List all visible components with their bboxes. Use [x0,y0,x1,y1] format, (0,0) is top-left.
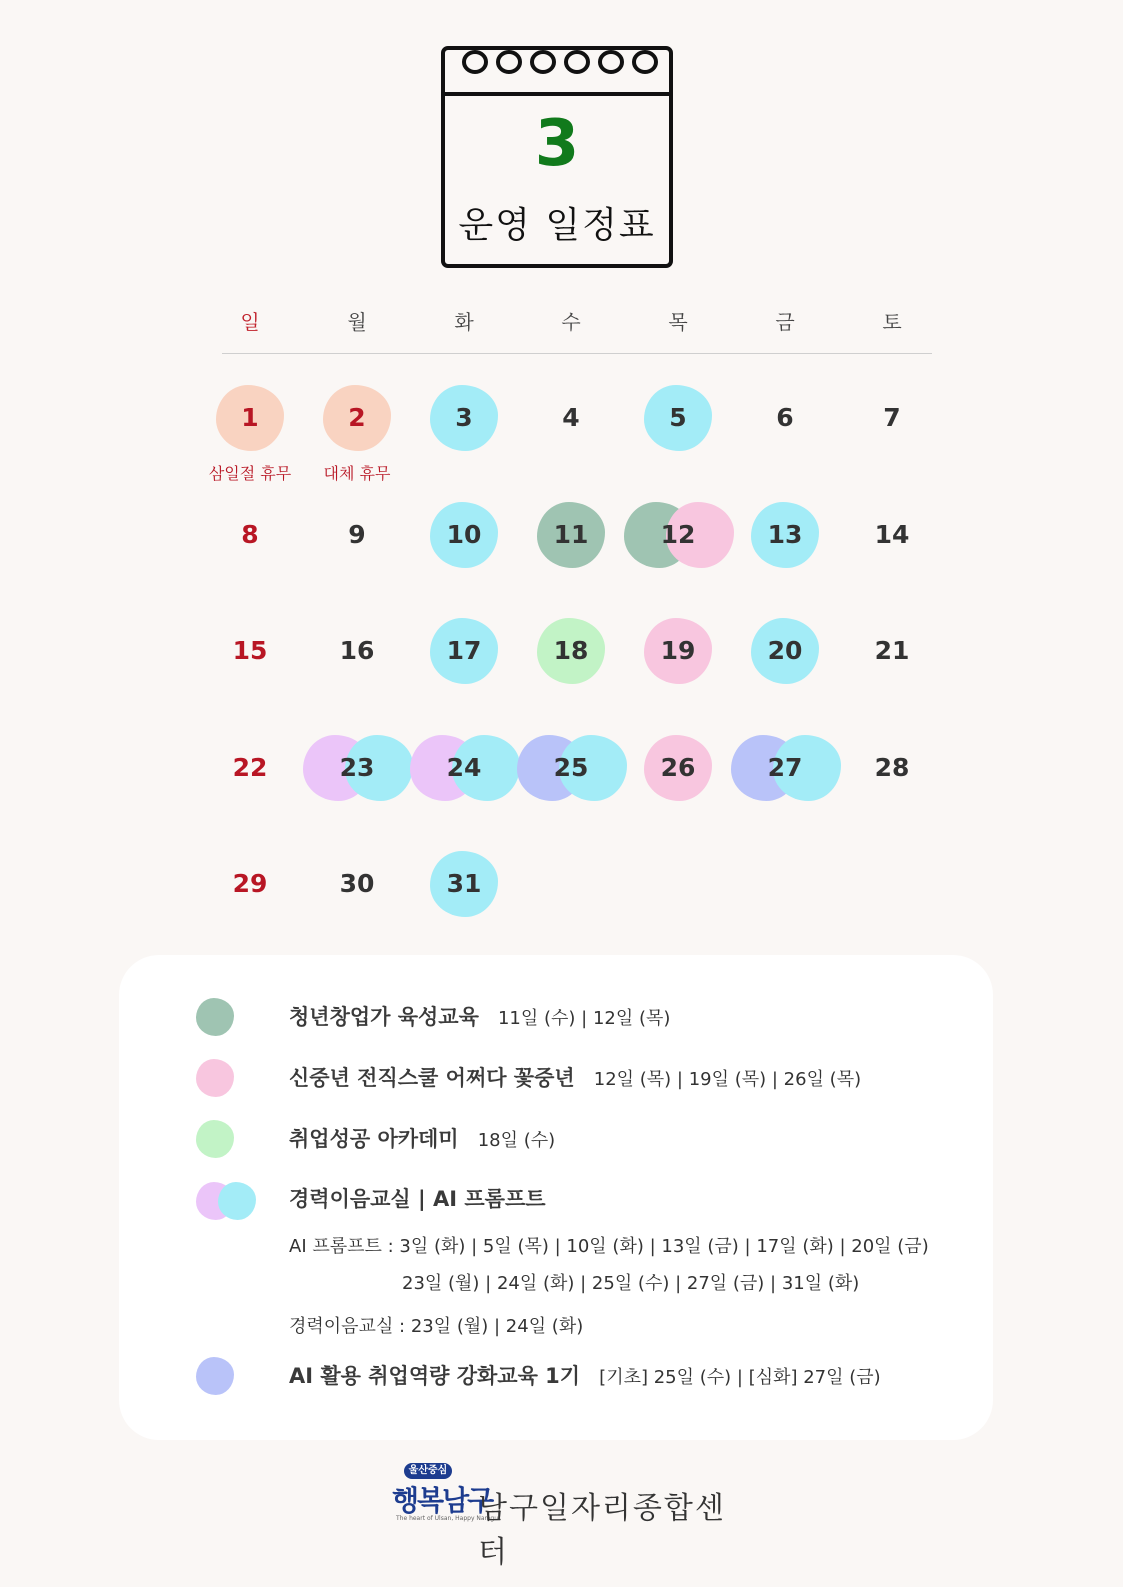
legend-item [289,1123,555,1153]
day-number: 5 [669,403,687,432]
legend-program-dates: [기초] 25일 (수) | [심화] 27일 (금) [599,1367,881,1388]
day-cell [319,382,395,454]
weekday-sun: 일 [240,310,260,334]
day-cell [854,499,930,571]
legend-program-name: 신중년 전직스쿨 어쩌다 꽃중년 [289,1066,575,1090]
day-cell [319,732,395,804]
legend-item [289,1062,861,1092]
weekday-wed: 수 [561,310,581,334]
day-number: 25 [553,753,589,782]
legend-item [289,1001,670,1031]
legend-program-name: 청년창업가 육성교육 [289,1005,479,1029]
day-cell [533,732,609,804]
ai-prompt-schedule-line2: 23일 (월) | 24일 (화) | 25일 (수) | 27일 (금) | 31일 (화) [402,1273,860,1294]
ai-training-color-icon [196,1357,234,1395]
midlife-career-color-icon [196,1059,234,1097]
day-number: 8 [241,520,259,549]
legend-item [289,1183,546,1213]
day-number: 29 [232,869,268,898]
day-cell [533,382,609,454]
day-number: 21 [874,636,910,665]
day-number: 16 [339,636,375,665]
day-cell [747,615,823,687]
weekday-thu: 목 [668,310,688,334]
legend-program-dates: 18일 (수) [477,1130,556,1151]
career-bridge-schedule: 경력이음교실 : 23일 (월) | 24일 (화) [289,1316,584,1337]
day-cell [426,732,502,804]
month-number: 3 [534,107,580,181]
day-number: 28 [874,753,910,782]
day-cell [319,615,395,687]
day-number: 15 [232,636,268,665]
day-cell [640,499,716,571]
legend-program-name: AI 활용 취업역량 강화교육 1기 [289,1364,581,1388]
logo-badge: 울산중심 [404,1463,452,1479]
youth-startup-color-icon [196,998,234,1036]
day-cell [747,732,823,804]
day-cell [747,499,823,571]
ai-prompt-color-icon [218,1182,256,1220]
day-cell [640,615,716,687]
page-title: 운영 일정표 [458,205,656,246]
day-number: 4 [562,403,580,432]
spiral-rings-icon [459,42,659,76]
legend-card [119,955,993,1440]
day-cell [640,382,716,454]
day-number: 1 [241,403,259,432]
day-cell [212,848,288,920]
day-number: 3 [455,403,473,432]
calendar-header-pad [441,46,673,268]
day-cell [212,732,288,804]
weekday-header [198,306,943,336]
day-cell [426,382,502,454]
day-cell [426,848,502,920]
day-number: 18 [553,636,589,665]
day-cell [533,499,609,571]
day-cell [319,499,395,571]
weekday-fri: 금 [775,310,795,334]
day-cell [854,615,930,687]
legend-program-dates: 12일 (목) | 19일 (목) | 26일 (목) [593,1069,862,1090]
day-cell [747,382,823,454]
day-cell [212,499,288,571]
calendar-pad-divider [441,92,673,96]
legend-program-name: 취업성공 아카데미 [289,1127,459,1151]
day-number: 12 [660,520,696,549]
day-cell [426,615,502,687]
day-number: 6 [776,403,794,432]
day-number: 20 [767,636,803,665]
day-number: 14 [874,520,910,549]
day-number: 11 [553,520,589,549]
day-number: 19 [660,636,696,665]
day-cell [426,499,502,571]
footer [392,1463,732,1570]
day-cell [212,382,288,454]
day-cell [533,615,609,687]
day-number: 17 [446,636,482,665]
weekday-divider [222,353,932,354]
day-number: 2 [348,403,366,432]
ai-prompt-schedule-line1: AI 프롬프트 : 3일 (화) | 5일 (목) | 10일 (화) | 13일 (금) | 17일 (화) | 20일 (금) [289,1236,929,1257]
legend-program-dates: 11일 (수) | 12일 (목) [497,1008,671,1029]
day-number: 23 [339,753,375,782]
holiday-label: 대체 휴무 [323,464,391,483]
day-cell [854,732,930,804]
day-number: 26 [660,753,696,782]
day-number: 7 [883,403,901,432]
employment-academy-color-icon [196,1120,234,1158]
weekday-tue: 화 [454,310,474,334]
legend-item [289,1360,881,1390]
weekday-sat: 토 [882,310,902,334]
day-number: 13 [767,520,803,549]
day-number: 27 [767,753,803,782]
center-name: 남구일자리종합센터 [478,1491,726,1570]
day-number: 10 [446,520,482,549]
day-cell [319,848,395,920]
day-number: 9 [348,520,366,549]
day-cell [854,382,930,454]
day-number: 31 [446,869,482,898]
day-number: 30 [339,869,375,898]
weekday-mon: 월 [347,310,367,334]
day-cell [212,615,288,687]
day-number: 24 [446,753,482,782]
logo-wordmark: 행복남구 [392,1484,493,1517]
legend-program-name: 경력이음교실 | AI 프롬프트 [289,1187,546,1211]
logo-tagline: The heart of Ulsan, Happy Namgu [396,1515,499,1522]
holiday-label: 삼일절 휴무 [208,464,292,483]
day-number: 22 [232,753,268,782]
day-cell [640,732,716,804]
